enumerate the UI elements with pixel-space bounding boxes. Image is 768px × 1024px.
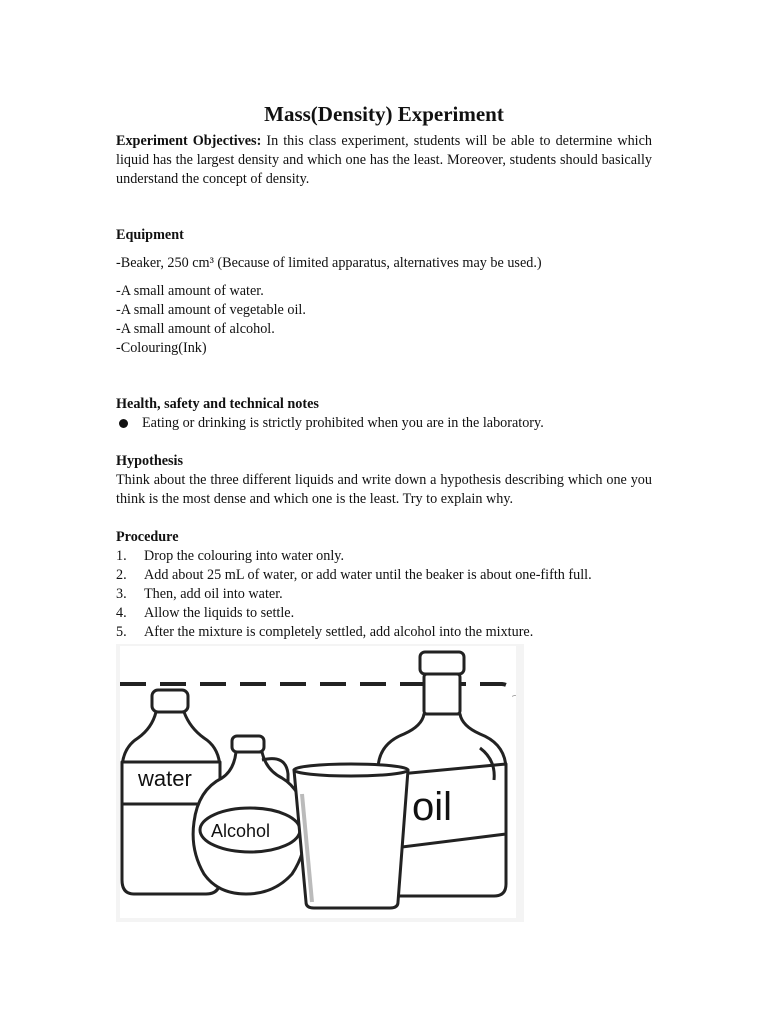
procedure-list	[116, 547, 652, 642]
equipment-item: -Colouring(Ink)	[116, 340, 207, 356]
objectives-label: Experiment Objectives:	[116, 133, 262, 149]
step-text: Then, add oil into water.	[144, 586, 283, 602]
procedure-step	[116, 604, 652, 623]
page-title: Mass(Density) Experiment	[264, 102, 504, 126]
hypothesis-text: Think about the three different liquids and write down a hypothesis describing which one you think is the most dense and which one is the least. Try to explain why.	[116, 472, 652, 507]
procedure-step	[116, 623, 652, 642]
alcohol-label: Alcohol	[211, 821, 271, 841]
equipment-item: -A small amount of water.	[116, 283, 264, 299]
equipment-heading: Equipment	[116, 227, 184, 243]
step-number: 3.	[116, 586, 127, 602]
bullet-icon	[119, 419, 128, 428]
step-text: Drop the colouring into water only.	[144, 548, 345, 564]
step-number: 5.	[116, 624, 127, 640]
water-label: water	[138, 766, 192, 791]
safety-bullet	[116, 414, 652, 433]
document-page	[116, 100, 652, 642]
safety-bullet-text: Eating or drinking is strictly prohibited when you are in the laboratory.	[142, 415, 544, 431]
step-number: 4.	[116, 605, 127, 621]
procedure-step	[116, 566, 652, 585]
objectives-text: In this class experiment, students will be able to determine which liquid has the largest density and which one has the least. Moreover, students should basically understand the concept of density.	[116, 133, 652, 187]
liquids-illustration	[116, 644, 524, 922]
safety-heading: Health, safety and technical notes	[116, 396, 319, 412]
procedure-heading: Procedure	[116, 529, 179, 545]
step-text: Add about 25 mL of water, or add water until the beaker is about one-fifth full.	[144, 567, 592, 583]
objectives-paragraph	[116, 132, 652, 189]
glass-icon	[294, 764, 408, 908]
procedure-step	[116, 547, 652, 566]
procedure-step	[116, 585, 652, 604]
equipment-item: -A small amount of vegetable oil.	[116, 302, 306, 318]
step-text: Allow the liquids to settle.	[144, 605, 295, 621]
step-text: After the mixture is completely settled, add alcohol into the mixture.	[144, 624, 534, 640]
step-number: 2.	[116, 567, 127, 583]
equipment-beaker: -Beaker, 250 cm³ (Because of limited apparatus, alternatives may be used.)	[116, 255, 542, 271]
oil-label: oil	[412, 785, 453, 829]
step-number: 1.	[116, 548, 127, 564]
equipment-item: -A small amount of alcohol.	[116, 321, 275, 337]
hypothesis-heading: Hypothesis	[116, 453, 184, 469]
